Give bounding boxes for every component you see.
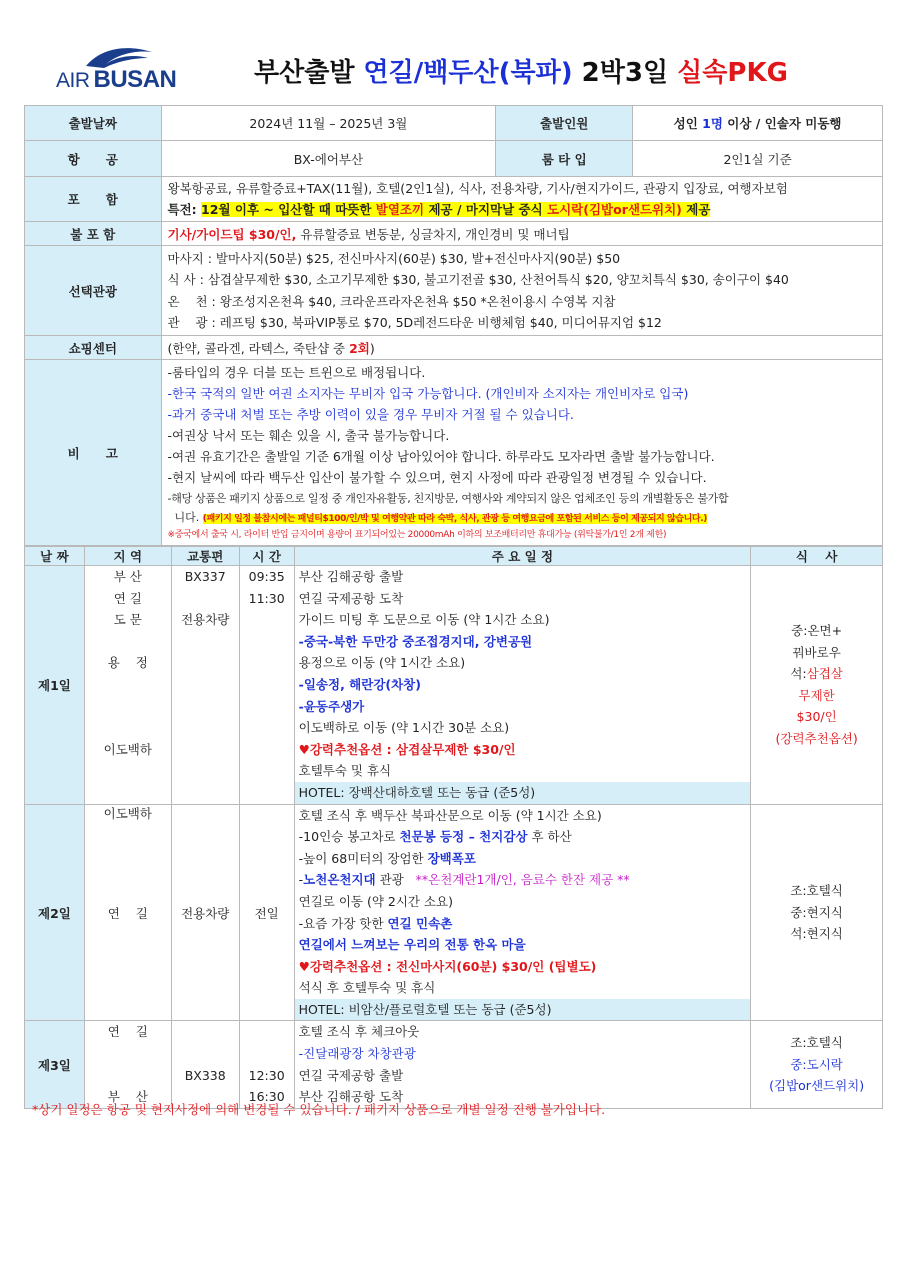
itinerary-item: 연길 국제공항 출발 xyxy=(298,1067,404,1083)
region: 이도백하 xyxy=(103,805,152,821)
remark-line: -여권 유효기간은 출발일 기준 6개월 이상 남아있어야 합니다. 하루라도 모자라면 출발 불가능합니다. xyxy=(167,449,715,464)
itinerary-table xyxy=(24,546,883,1109)
day1-label: 제1일 xyxy=(25,566,85,805)
itinerary-item: 가이드 미팅 후 도문으로 이동 (약 1시간 소요) xyxy=(298,612,550,628)
shopping-value: (한약, 콜라겐, 라텍스, 죽탄샵 중 2회) xyxy=(161,336,882,360)
day2-meals xyxy=(751,804,883,1021)
depart-people-label: 출발인원 xyxy=(496,106,633,141)
depart-date-label: 출발날짜 xyxy=(25,106,162,141)
itinerary-item: 용정으로 이동 (약 1시간 소요) xyxy=(298,655,466,671)
info-row-remarks xyxy=(25,360,883,546)
itinerary-item: 석식 후 호텔투숙 및 휴식 xyxy=(298,980,436,996)
region: 부 산 xyxy=(113,569,142,584)
itinerary-item: 이도백하로 이동 (약 1시간 30분 소요) xyxy=(298,720,510,736)
time: 11:30 xyxy=(248,590,285,606)
day1-transport xyxy=(171,566,239,805)
page-title: 부산출발 연길/백두산(북파) 2박3일 실속PKG xyxy=(254,58,788,88)
logo-text: AIR BUSAN xyxy=(56,66,177,93)
day3-itinerary xyxy=(294,1021,751,1108)
itinerary-day2 xyxy=(25,804,883,1021)
meal-lunch: 꿔바로우 xyxy=(792,644,841,660)
info-row-optional xyxy=(25,246,883,336)
meal-dinner: 무제한 xyxy=(798,687,835,703)
transport-mode: 전용차량 xyxy=(181,612,230,628)
optional-line: 관 광 : 레프팅 $30, 북파VIP통로 $70, 5D레전드타운 비행체험 $40, 미디어뮤지엄 $12 xyxy=(167,315,662,330)
itinerary-item: 연길로 이동 (약 2시간 소요) xyxy=(298,893,454,909)
airline-label: 항 공 xyxy=(25,141,162,177)
day2-time: 전일 xyxy=(239,804,294,1021)
day3-times xyxy=(239,1021,294,1108)
airline-value: BX-에어부산 xyxy=(161,141,496,177)
day2-transport: 전용차량 xyxy=(171,804,239,1021)
remark-line: -한국 국적의 일반 여권 소지자는 무비자 입국 가능합니다. (개인비자 소지자는 개인비자로 입국) xyxy=(167,386,689,401)
itinerary-item: -진달래광장 차창관광 xyxy=(298,1046,416,1062)
remark-line: -룸타입의 경우 더블 또는 트윈으로 배정됩니다. xyxy=(167,365,426,380)
remark-line: ※중국에서 출국 시, 라이터 반입 금지이며 용량이 표기되어있는 20000mAh 이하의 보조배터리만 휴대가능 (위탁불가/1인 2개 제한) xyxy=(167,530,667,540)
itinerary-item: -중국-북한 두만강 중조접경지대, 강변공원 xyxy=(298,633,533,649)
exclude-value: 기사/가이드팁 $30/인, 유류할증료 변동분, 싱글차지, 개인경비 및 매너팁 xyxy=(161,222,882,246)
meal-lunch: 중:온면+ xyxy=(791,622,843,638)
region: 용 정 xyxy=(107,655,148,671)
itinerary-item: -노천온천지대 관광 **온천계란1개/인, 음료수 한잔 제공 ** xyxy=(298,872,630,888)
itinerary-item: ♥강력추천옵션 : 삼겹살무제한 $30/인 xyxy=(298,741,516,757)
day1-times xyxy=(239,566,294,805)
air-busan-logo xyxy=(56,46,186,96)
time: 09:35 xyxy=(248,569,285,584)
info-row-departure xyxy=(25,106,883,141)
day2-itinerary xyxy=(294,804,751,1021)
itinerary-item: -요즘 가장 핫한 연길 민속촌 xyxy=(298,915,453,931)
optional-line: 온 천 : 왕조성지온천욕 $40, 크라운프라자온천욕 $50 *온천이용시 수영복 지참 xyxy=(167,293,616,309)
itinerary-item: 호텔투숙 및 휴식 xyxy=(298,763,392,779)
itinerary-item: -10인승 봉고차로 천문봉 등정 – 천지감상 후 하산 xyxy=(298,829,572,845)
hotel-info: HOTEL: 장백산대하호텔 또는 동급 (준5성) xyxy=(295,782,751,804)
depart-people-value: 성인 1명 이상 / 인솔자 미동행 xyxy=(633,106,883,141)
room-value: 2인1실 기준 xyxy=(633,141,883,177)
info-row-exclude xyxy=(25,222,883,246)
exclude-label: 불 포 함 xyxy=(25,222,162,246)
remark-line: 니다. (패키지 일정 불참시에는 패널티$100/인/박 및 여행약관 따라 숙박, 식사, 관광 등 여행요금에 포함된 서비스 등이 제공되지 않습니다.) xyxy=(174,511,707,524)
day1-meals xyxy=(751,566,883,805)
meal-dinner: 석:현지식 xyxy=(790,926,843,942)
footer-notice: *상기 일정은 항공 및 현지사정에 의해 변경될 수 있습니다. / 패키지 상품으로 개별 일정 진행 불가입니다. xyxy=(32,1102,606,1117)
itinerary-item: 부산 김해공항 도착 xyxy=(298,1089,404,1105)
itinerary-item: ♥강력추천옵션 : 전신마사지(60분) $30/인 (팁별도) xyxy=(298,958,597,974)
optional-line: 식 사 : 삼겹살무제한 $30, 소고기무제한 $30, 불고기전골 $30, 산천어특식 $20, 양꼬치특식 $30, 송이구이 $40 xyxy=(167,272,789,287)
region: 도 문 xyxy=(113,612,142,628)
meal-dinner: 석:삼겹살 xyxy=(790,666,843,682)
day2-label: 제2일 xyxy=(25,804,85,1021)
itinerary-header-row xyxy=(25,547,883,566)
meal-lunch: 중:도시락 xyxy=(790,1056,843,1072)
remark-line: -여권상 낙서 또는 훼손 있을 시, 출국 불가능합니다. xyxy=(167,428,450,443)
region: 연 길 xyxy=(107,905,148,921)
col-meal: 식 사 xyxy=(751,547,883,566)
day2-regions xyxy=(84,804,171,1021)
meal-dinner: (강력추천옵션) xyxy=(775,730,858,746)
itinerary-item: 호텔 조식 후 체크아웃 xyxy=(298,1024,420,1040)
day1-itinerary xyxy=(294,566,751,805)
day3-label: 제3일 xyxy=(25,1021,85,1108)
remark-line: -현지 날씨에 따라 백두산 입산이 불가할 수 있으며, 현지 사정에 따라 관광일정 변경될 수 있습니다. xyxy=(167,470,707,485)
info-row-include xyxy=(25,177,883,222)
region: 이도백하 xyxy=(103,741,152,757)
flight-number: BX337 xyxy=(184,569,226,584)
itinerary-item: 호텔 조식 후 백두산 북파산문으로 이동 (약 1시간 소요) xyxy=(298,807,602,823)
col-time: 시 간 xyxy=(239,547,294,566)
itinerary-day3 xyxy=(25,1021,883,1108)
col-transport: 교통편 xyxy=(171,547,239,566)
info-row-shopping xyxy=(25,336,883,360)
region: 연 길 xyxy=(107,1024,148,1040)
optional-label: 선택관광 xyxy=(25,246,162,336)
col-date: 날 짜 xyxy=(25,547,85,566)
itinerary-item: 연길 국제공항 도착 xyxy=(298,590,404,606)
include-label: 포 함 xyxy=(25,177,162,222)
remarks-value xyxy=(161,360,882,546)
remarks-label: 비 고 xyxy=(25,360,162,546)
time: 16:30 xyxy=(248,1089,285,1105)
page-header xyxy=(56,46,876,98)
room-label: 룸 타 입 xyxy=(496,141,633,177)
meal-breakfast: 조:호텔식 xyxy=(790,883,843,899)
day3-meals xyxy=(751,1021,883,1108)
region: 연 길 xyxy=(113,590,142,606)
include-bonus-line: 특전: 12월 이후 ~ 입산할 때 따뜻한 발열조끼 제공 / 마지막날 중식 도시락(김밥or샌드위치) 제공 xyxy=(167,202,711,217)
itinerary-item: 부산 김해공항 출발 xyxy=(298,569,404,584)
itinerary-item: -높이 68미터의 장엄한 장백폭포 xyxy=(298,850,476,866)
itinerary-item: -일송정, 해란강(차창) xyxy=(298,676,421,692)
include-value xyxy=(161,177,882,222)
time: 12:30 xyxy=(248,1067,285,1083)
package-info-table xyxy=(24,105,883,546)
itinerary-item: 연길에서 느껴보는 우리의 전통 한옥 마을 xyxy=(298,937,526,953)
itinerary-item: -윤동주생가 xyxy=(298,698,365,714)
col-itinerary: 주 요 일 정 xyxy=(294,547,751,566)
meal-lunch: (김밥or샌드위치) xyxy=(769,1078,865,1094)
shopping-label: 쇼핑센터 xyxy=(25,336,162,360)
region: 부 산 xyxy=(107,1089,148,1105)
hotel-info: HOTEL: 비암산/플로럴호텔 또는 동급 (준5성) xyxy=(295,999,751,1021)
meal-lunch: 중:현지식 xyxy=(790,904,843,920)
day3-transport xyxy=(171,1021,239,1108)
itinerary-day1 xyxy=(25,566,883,805)
col-region: 지 역 xyxy=(84,547,171,566)
day1-regions xyxy=(84,566,171,805)
optional-line: 마사지 : 발마사지(50분) $25, 전신마사지(60분) $30, 발+전신마사지(90분) $50 xyxy=(167,250,621,266)
day3-regions xyxy=(84,1021,171,1108)
remark-line: -해당 상품은 패키지 상품으로 일정 중 개인자유활동, 친지방문, 여행사와 계약되지 않은 업체조인 등의 개별활동은 불가합 xyxy=(167,492,729,505)
info-row-airline xyxy=(25,141,883,177)
meal-breakfast: 조:호텔식 xyxy=(790,1035,843,1051)
optional-value xyxy=(161,246,882,336)
include-line: 왕복항공료, 유류할증료+TAX(11월), 호텔(2인1실), 식사, 전용차량, 기사/현지가이드, 관광지 입장료, 여행자보험 xyxy=(167,180,788,196)
meal-dinner: $30/인 xyxy=(796,709,837,725)
depart-date-value: 2024년 11월 – 2025년 3월 xyxy=(161,106,496,141)
remark-line: -과거 중국내 처벌 또는 추방 이력이 있을 경우 무비자 거절 될 수 있습니다. xyxy=(167,407,574,422)
flight-number: BX338 xyxy=(184,1067,226,1083)
